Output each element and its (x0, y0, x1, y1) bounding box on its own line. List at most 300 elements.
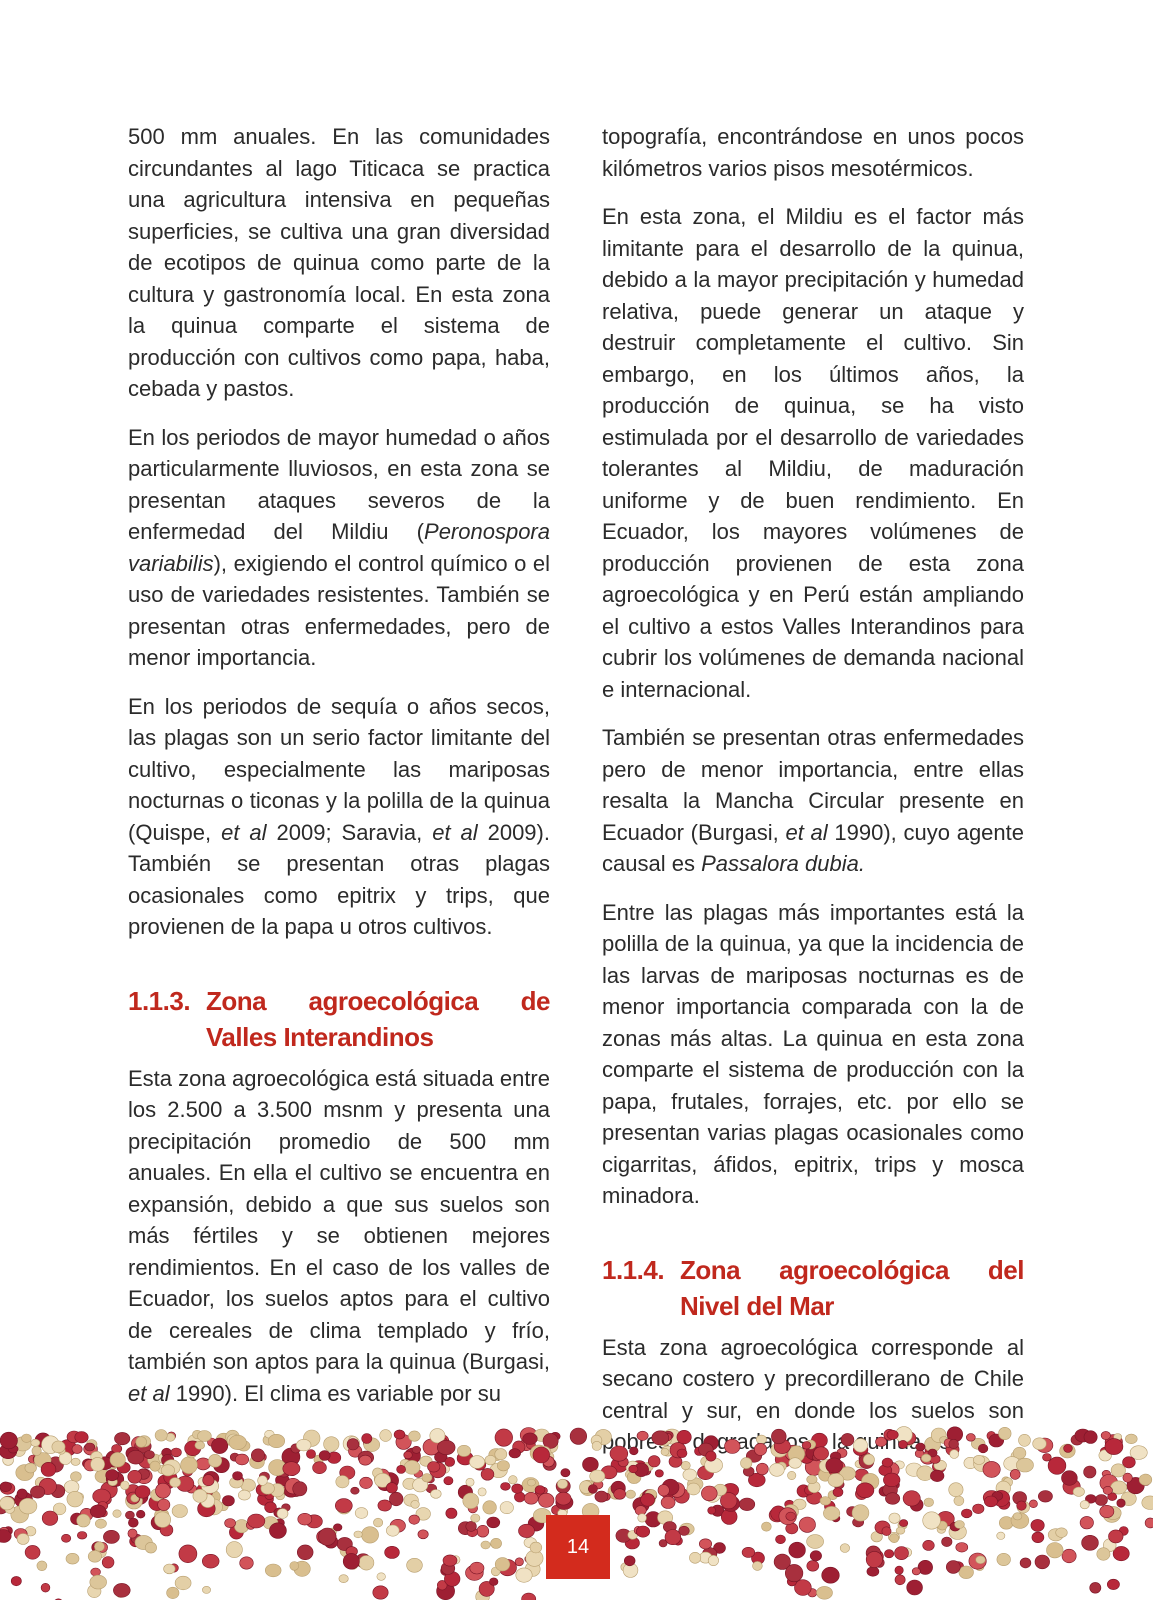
quinoa-seed (725, 1439, 741, 1453)
quinoa-seed (739, 1498, 755, 1511)
quinoa-seed (196, 1458, 210, 1470)
quinoa-seed (298, 1513, 312, 1525)
quinoa-seed (1097, 1548, 1110, 1561)
text-run: En los periodos de mayor humedad o años particularmente lluviosos, en esta zona se presentan ataques severos de la enfermedad del Mildiu ( (128, 424, 550, 544)
quinoa-seed (359, 1455, 371, 1465)
text-run: También se presentan otras enfermedades pero de menor importancia, entre ellas resalta la Mancha Circular presente en Ecuador (Burgasi, (602, 725, 1024, 845)
text-run: ), exigiendo el control químico o el uso de variedades resistentes. También se presentan otras enfermedades, pero de menor importancia. (128, 550, 550, 670)
quinoa-seed (128, 1518, 138, 1527)
quinoa-seed (94, 1542, 104, 1551)
quinoa-seed (1029, 1500, 1037, 1508)
quinoa-seed (1109, 1530, 1124, 1543)
quinoa-seed (167, 1587, 179, 1598)
quinoa-seed (1117, 1499, 1125, 1507)
quinoa-seed (324, 1437, 339, 1452)
quinoa-seed (347, 1439, 359, 1450)
quinoa-seed (789, 1458, 802, 1469)
text-run: 2009). También se presentan otras plagas ocasionales como epitrix y trips, que provienen de la papa u otros cultivos. (128, 819, 550, 939)
quinoa-seed (923, 1540, 935, 1550)
quinoa-seed (113, 1583, 130, 1597)
quinoa-seed (595, 1491, 608, 1502)
quinoa-seed (293, 1482, 307, 1496)
quinoa-seed (144, 1451, 154, 1459)
quinoa-seed (71, 1458, 80, 1465)
quinoa-seed (588, 1485, 597, 1494)
quinoa-seed (422, 1474, 432, 1482)
quinoa-seed (477, 1525, 489, 1537)
quinoa-seed (882, 1458, 893, 1467)
quinoa-seed (1105, 1439, 1123, 1455)
quinoa-seed (90, 1505, 106, 1518)
quinoa-seed (115, 1432, 130, 1444)
quinoa-seed (248, 1514, 265, 1528)
quinoa-seed (446, 1508, 457, 1518)
quinoa-seed (150, 1461, 160, 1471)
quinoa-seed (907, 1580, 923, 1595)
quinoa-seed (978, 1444, 988, 1453)
quinoa-seed (883, 1473, 900, 1487)
quinoa-seed (637, 1431, 648, 1440)
quinoa-seed (431, 1490, 442, 1499)
quinoa-seed (661, 1448, 669, 1455)
quinoa-seed (1101, 1431, 1110, 1439)
quinoa-seed (102, 1557, 114, 1569)
quinoa-seed (238, 1490, 250, 1500)
quinoa-seed (1111, 1481, 1127, 1494)
quinoa-seed (895, 1566, 903, 1574)
quinoa-seed (25, 1545, 40, 1559)
quinoa-seed (899, 1440, 908, 1448)
quinoa-seed (265, 1564, 281, 1577)
quinoa-seed (211, 1438, 227, 1454)
quinoa-seed (841, 1433, 854, 1446)
quinoa-seed (491, 1538, 502, 1548)
quinoa-seed (72, 1445, 82, 1454)
quinoa-seed (52, 1441, 65, 1453)
quinoa-seed (487, 1517, 500, 1528)
quinoa-seed (251, 1449, 264, 1462)
quinoa-seed (661, 1496, 675, 1508)
quinoa-seed (77, 1532, 87, 1540)
quinoa-seed (942, 1537, 952, 1547)
quinoa-seed (950, 1450, 959, 1459)
quinoa-seed (235, 1454, 248, 1465)
quinoa-seed (701, 1486, 717, 1501)
quinoa-seed (1019, 1434, 1031, 1446)
quinoa-seed (88, 1551, 101, 1563)
quinoa-seed (890, 1534, 899, 1543)
quinoa-seed (362, 1434, 372, 1444)
quinoa-seed (198, 1431, 212, 1442)
quinoa-seed (25, 1463, 37, 1473)
quinoa-seed (409, 1431, 421, 1441)
quinoa-seed (912, 1568, 920, 1575)
quinoa-seed (145, 1542, 156, 1553)
quinoa-seed (641, 1493, 655, 1506)
quinoa-seed (876, 1437, 887, 1446)
quinoa-seed (756, 1435, 766, 1444)
quinoa-seed (380, 1430, 392, 1442)
quinoa-seed (386, 1525, 399, 1536)
quinoa-seed (823, 1506, 839, 1520)
quinoa-seed (404, 1451, 413, 1458)
quinoa-seed (956, 1543, 968, 1553)
quinoa-seed (463, 1493, 479, 1509)
quinoa-seed (556, 1492, 571, 1505)
quinoa-seed (411, 1500, 420, 1508)
quinoa-seed (203, 1475, 214, 1486)
quinoa-seed (377, 1573, 386, 1581)
section-heading-1-1-3 (128, 983, 550, 1055)
quinoa-seed (121, 1481, 130, 1490)
quinoa-seed (629, 1465, 638, 1473)
quinoa-seed (355, 1508, 368, 1519)
quinoa-seed (538, 1493, 554, 1507)
text-run: Esta zona agroecológica está situada entre los 2.500 a 3.500 msnm y presenta una precipitación promedio de 500 mm anuales. En ella el cultivo se encuentra en expansión, debido a que sus suelos son más fértiles y se obtienen mejores rendimientos. En el caso de los valles de Ecuador, los suelos aptos para el cultivo de cereales de clima templado y frío, también son aptos para la quinua (Burgasi, (128, 1065, 550, 1374)
quinoa-seed (319, 1528, 337, 1545)
quinoa-seed (899, 1520, 907, 1527)
quinoa-seed (514, 1492, 525, 1502)
quinoa-seed (290, 1562, 299, 1571)
quinoa-seed (155, 1512, 171, 1528)
quinoa-seed (229, 1435, 246, 1449)
quinoa-seed (394, 1430, 405, 1439)
quinoa-seed (1111, 1464, 1125, 1477)
quinoa-seed (1033, 1438, 1047, 1450)
quinoa-seed (112, 1444, 122, 1453)
quinoa-seed (1062, 1549, 1076, 1563)
quinoa-seed (95, 1519, 106, 1528)
quinoa-seed (209, 1454, 222, 1467)
quinoa-seed (397, 1465, 406, 1473)
quinoa-seed (361, 1527, 378, 1543)
quinoa-seed (522, 1593, 536, 1600)
quinoa-seed (916, 1443, 925, 1451)
quinoa-seed (179, 1545, 197, 1563)
quinoa-seed (443, 1555, 457, 1566)
quinoa-seed (428, 1462, 440, 1473)
quinoa-seed (343, 1553, 359, 1569)
quinoa-seed (959, 1566, 974, 1579)
quinoa-seed (895, 1575, 905, 1585)
quinoa-seed (1113, 1546, 1129, 1560)
paragraph (602, 722, 1024, 880)
quinoa-seed (77, 1514, 90, 1527)
quinoa-seed (882, 1527, 891, 1536)
quinoa-seed (495, 1429, 513, 1446)
quinoa-seed (1031, 1519, 1044, 1531)
quinoa-seed (67, 1491, 83, 1507)
quinoa-seed (470, 1456, 485, 1469)
quinoa-seed (1038, 1491, 1052, 1503)
quinoa-seed (924, 1498, 934, 1507)
quinoa-seed (795, 1580, 812, 1596)
quinoa-seed (42, 1511, 58, 1525)
quinoa-seed (976, 1556, 986, 1564)
quinoa-seed (966, 1434, 975, 1442)
quinoa-seed (202, 1586, 210, 1593)
quinoa-seed (136, 1437, 147, 1448)
quinoa-seed (30, 1486, 44, 1498)
section-number: 1.1.3. (128, 985, 191, 1016)
quinoa-seed (339, 1575, 348, 1583)
quinoa-seed (530, 1542, 542, 1553)
quinoa-seed (103, 1530, 119, 1543)
quinoa-seed (202, 1554, 219, 1568)
quinoa-seed (269, 1523, 286, 1539)
quinoa-seed (389, 1492, 403, 1506)
quinoa-seed (181, 1457, 198, 1474)
quinoa-seed (630, 1447, 639, 1455)
quinoa-seed (648, 1456, 660, 1467)
quinoa-seed (799, 1517, 815, 1532)
quinoa-seed (113, 1510, 121, 1518)
quinoa-seed (833, 1488, 843, 1497)
quinoa-seed (466, 1478, 474, 1486)
quinoa-seed (903, 1491, 920, 1506)
quinoa-seed (523, 1433, 538, 1445)
quinoa-seed (999, 1427, 1012, 1439)
quinoa-seed (41, 1583, 50, 1592)
quinoa-seed (226, 1542, 242, 1558)
quinoa-seed (828, 1473, 844, 1487)
quinoa-seed (444, 1477, 453, 1485)
quinoa-seed (11, 1576, 21, 1585)
quinoa-seed (822, 1567, 840, 1583)
quinoa-seed (535, 1486, 545, 1495)
quinoa-seed (481, 1541, 490, 1549)
quinoa-seed (949, 1439, 959, 1448)
quinoa-seed (820, 1497, 831, 1506)
quinoa-seed (590, 1470, 605, 1482)
quinoa-seed (840, 1544, 849, 1553)
quinoa-seed (91, 1568, 101, 1576)
quinoa-seed (997, 1553, 1011, 1565)
quinoa-seed (90, 1575, 107, 1589)
quinoa-seed (1103, 1486, 1112, 1494)
quinoa-seed (742, 1547, 755, 1557)
paragraph (128, 422, 550, 674)
quinoa-seed (128, 1529, 137, 1538)
quinoa-seed (866, 1551, 882, 1567)
quinoa-seed (655, 1470, 663, 1477)
quinoa-seed (478, 1488, 486, 1496)
quinoa-seed (156, 1483, 171, 1498)
quinoa-seed (1048, 1457, 1066, 1474)
quinoa-seed (1100, 1505, 1114, 1517)
quinoa-seed (867, 1567, 879, 1577)
quinoa-seed (258, 1476, 268, 1486)
quinoa-seed (354, 1531, 362, 1538)
quinoa-seed (335, 1499, 352, 1513)
quinoa-seed (923, 1512, 941, 1529)
quinoa-seed (37, 1561, 47, 1571)
quinoa-seed (164, 1564, 176, 1574)
quinoa-seed (1032, 1532, 1044, 1543)
right-column (602, 121, 1024, 1458)
quinoa-seed (561, 1469, 570, 1477)
quinoa-seed (1090, 1582, 1101, 1593)
quinoa-seed (437, 1440, 455, 1454)
quinoa-seed (583, 1457, 599, 1471)
quinoa-seed (297, 1545, 313, 1560)
quinoa-seed (373, 1586, 388, 1599)
quinoa-seed (128, 1450, 144, 1464)
quinoa-seed (677, 1430, 691, 1444)
quinoa-seed (1082, 1535, 1099, 1550)
quinoa-seed (336, 1476, 349, 1488)
quinoa-seed (626, 1490, 636, 1498)
quinoa-seed (706, 1451, 716, 1461)
quinoa-seed (683, 1469, 697, 1481)
quinoa-seed (814, 1447, 829, 1460)
quinoa-seed (128, 1470, 142, 1483)
quinoa-seed (170, 1478, 181, 1488)
quinoa-seed (887, 1430, 898, 1439)
et-al: et al (785, 819, 828, 845)
paragraph: 500 mm anuales. En las comunidades circundantes al lago Titicaca se practica una agricultura intensiva en pequeñas superficies, se cultiva una gran diversidad de ecotipos de quinua como parte de la cultura y gastronomía local. En esta zona la quinua comparte el sistema de producción con cultivos como papa, haba, cebada y pastos. (128, 124, 550, 401)
quinoa-seed (501, 1483, 511, 1491)
quinoa-seed (983, 1461, 1000, 1477)
quinoa-seed (1047, 1543, 1064, 1558)
quinoa-seed (826, 1458, 843, 1473)
quinoa-seed (771, 1429, 786, 1444)
text-run: 1990). El clima es variable por su (169, 1380, 501, 1406)
quinoa-seed (1073, 1487, 1084, 1496)
quinoa-seed (333, 1524, 342, 1531)
quinoa-seed (1107, 1579, 1119, 1589)
quinoa-seed (418, 1530, 428, 1539)
quinoa-seed (66, 1553, 79, 1564)
quinoa-seed (466, 1521, 477, 1531)
quinoa-seed (624, 1556, 635, 1566)
section-number: 1.1.4. (602, 1254, 665, 1285)
quinoa-seed (817, 1586, 833, 1599)
quinoa-seed (222, 1496, 234, 1506)
quinoa-seed (1020, 1558, 1031, 1568)
quinoa-seed (360, 1477, 373, 1488)
quinoa-seed (896, 1527, 905, 1534)
quinoa-seed (1084, 1466, 1096, 1478)
quinoa-seed (1010, 1469, 1020, 1479)
quinoa-seed (385, 1546, 400, 1558)
quinoa-seed (984, 1496, 997, 1507)
quinoa-seed (32, 1446, 41, 1455)
quinoa-seed (810, 1551, 821, 1561)
quinoa-seed (658, 1485, 669, 1496)
quinoa-seed (351, 1487, 360, 1494)
quinoa-seed (277, 1509, 288, 1519)
quinoa-seed (973, 1504, 984, 1514)
et-al: et al (128, 1380, 170, 1406)
quinoa-seed (319, 1451, 330, 1461)
quinoa-seed (268, 1434, 284, 1447)
section-heading-1-1-4 (602, 1252, 1024, 1324)
quinoa-seed (519, 1524, 535, 1537)
quinoa-seed (17, 1489, 27, 1499)
quinoa-seed (1142, 1496, 1153, 1510)
et-al: et al (221, 819, 267, 845)
quinoa-seed (306, 1450, 315, 1459)
quinoa-seed (106, 1470, 119, 1481)
quinoa-seed (614, 1489, 626, 1500)
quinoa-seed (1095, 1495, 1107, 1506)
quinoa-seed (681, 1461, 690, 1469)
quinoa-seed (483, 1501, 497, 1514)
quinoa-seed (946, 1561, 960, 1574)
quinoa-seed (509, 1476, 518, 1484)
quinoa-seed (754, 1443, 766, 1455)
species-name: Peronospora variabilis (128, 519, 550, 576)
quinoa-seed (386, 1483, 397, 1493)
quinoa-seed (652, 1431, 669, 1445)
quinoa-seed (359, 1556, 374, 1571)
quinoa-seed (884, 1550, 893, 1558)
quinoa-seed (481, 1468, 494, 1480)
quinoa-seed (1084, 1431, 1097, 1444)
quinoa-seed (407, 1558, 423, 1572)
quinoa-seed (41, 1462, 56, 1476)
quinoa-seed (195, 1441, 205, 1449)
quinoa-seed (1080, 1501, 1089, 1509)
quinoa-seed (93, 1489, 111, 1503)
quinoa-seed (31, 1439, 40, 1446)
quinoa-seed (61, 1534, 70, 1542)
quinoa-seed (1139, 1474, 1152, 1485)
paragraph (128, 691, 550, 943)
quinoa-seed (233, 1472, 243, 1481)
quinoa-seed (404, 1460, 420, 1474)
quinoa-seed (610, 1446, 628, 1461)
quinoa-seed (240, 1557, 254, 1569)
paragraph (128, 1063, 550, 1410)
quinoa-seed (412, 1446, 421, 1453)
quinoa-seed (500, 1502, 513, 1514)
quinoa-seed (789, 1542, 806, 1558)
quinoa-seed (0, 1432, 17, 1449)
quinoa-seed (512, 1484, 523, 1493)
quinoa-seed (489, 1578, 498, 1586)
quinoa-seed (524, 1492, 538, 1504)
quinoa-seed (75, 1432, 88, 1443)
quinoa-seed (807, 1535, 824, 1549)
left-column (128, 121, 550, 1409)
quinoa-seed (1035, 1555, 1050, 1569)
paragraph: Entre las plagas más importantes está la polilla de la quinua, ya que la incidencia de las larvas de mariposas nocturnas es de menor importancia comparada con la de zonas más altas. La quinua en esta zona comparte el sistema de producción con la papa, frutales, forrajes, etc. por ello se presentan varias plagas ocasionales como cigarritas, áfidos, epitrix, trips y mosca minadora. (602, 899, 1024, 1208)
quinoa-seed (856, 1483, 874, 1498)
quinoa-seed (1016, 1458, 1033, 1472)
quinoa-seed (852, 1505, 869, 1521)
quinoa-seed (471, 1514, 480, 1522)
quinoa-seed (283, 1462, 300, 1476)
quinoa-seed (955, 1521, 965, 1529)
quinoa-seed (854, 1439, 868, 1453)
et-al: et al (432, 819, 478, 845)
quinoa-seed (172, 1505, 187, 1518)
quinoa-seed (135, 1486, 150, 1499)
quinoa-seed (313, 1462, 327, 1474)
paragraph: topografía, encontrándose en unos pocos kilómetros varios pisos mesotérmicos. (602, 124, 1024, 181)
quinoa-seed (136, 1510, 145, 1518)
quinoa-seed (689, 1552, 700, 1563)
quinoa-seed (374, 1518, 383, 1527)
quinoa-seed (470, 1562, 484, 1574)
quinoa-seed (638, 1514, 647, 1522)
quinoa-seed (497, 1461, 509, 1471)
quinoa-seed (863, 1454, 874, 1465)
quinoa-seed (175, 1576, 191, 1590)
quinoa-seed (495, 1449, 507, 1460)
